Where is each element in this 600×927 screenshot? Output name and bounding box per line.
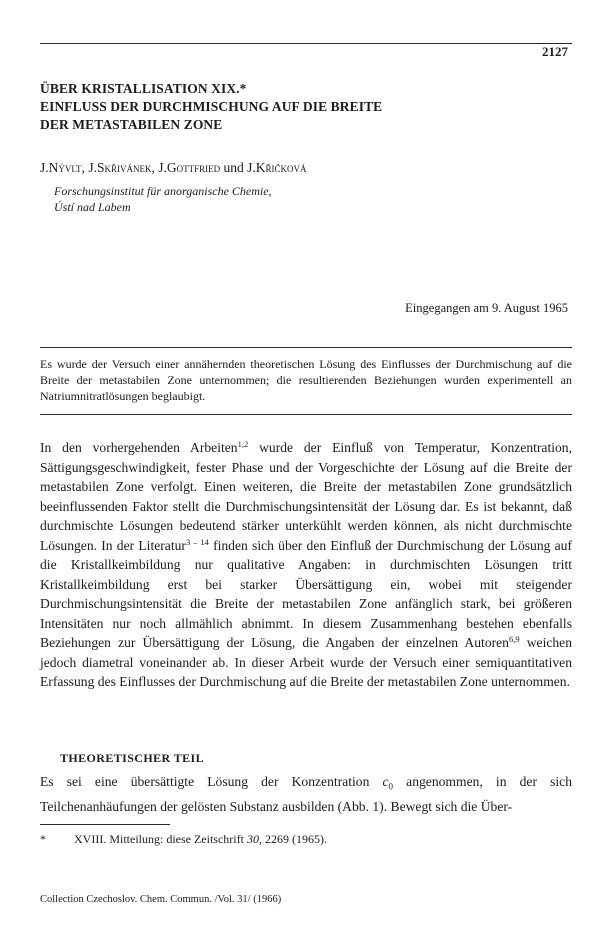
page-number: 2127 bbox=[542, 44, 568, 59]
author-list: J.Nývlt, J.Skřivánek, J.Gottfried und J.Křičková bbox=[40, 160, 307, 175]
received-date: Eingegangen am 9. August 1965 bbox=[405, 301, 568, 315]
section-heading: THEORETISCHER TEIL bbox=[60, 751, 205, 765]
title-line-1: ÜBER KRISTALLISATION XIX.* bbox=[40, 81, 247, 96]
journal-footer: Collection Czechoslov. Chem. Commun. /Vol. 31/ (1966) bbox=[40, 894, 282, 905]
title-line-2: EINFLUSS DER DURCHMISCHUNG AUF DIE BREITE bbox=[40, 99, 383, 114]
citation-1-2: 1,2 bbox=[237, 439, 249, 449]
title-line-3: DER METASTABILEN ZONE bbox=[40, 117, 223, 132]
author-krickova: Křičková bbox=[255, 160, 307, 175]
affiliation-city: Ústí nad Labem bbox=[54, 200, 131, 214]
author-nyvlt: Nývlt bbox=[48, 160, 82, 175]
abstract: Es wurde der Versuch einer annähernden theoretischen Lösung des Einflusses der Durchmischung auf die Breite der metastabilen Zone unternommen; die resultierenden Beziehungen wurden experimentell an Natriumnitratlösungen beglaubigt. bbox=[40, 357, 572, 403]
theory-text bbox=[40, 772, 572, 817]
author-skrivanek: Skřivánek bbox=[96, 160, 152, 175]
article-title bbox=[40, 80, 580, 134]
footnote-marker: * bbox=[40, 832, 46, 846]
footnote: * XVIII. Mitteilung: diese Zeitschrift 30, 2269 (1965). bbox=[40, 832, 327, 846]
footnote-rule bbox=[40, 824, 170, 825]
header-rule bbox=[40, 43, 572, 44]
abstract-bottom-rule bbox=[40, 414, 572, 415]
affiliation bbox=[54, 183, 272, 215]
citation-6-9: 6,9 bbox=[508, 634, 520, 644]
affiliation-institute: Forschungsinstitut für anorganische Chemie, bbox=[54, 184, 272, 198]
abstract-top-rule bbox=[40, 347, 572, 348]
concentration-symbol: c bbox=[382, 774, 389, 789]
introduction bbox=[40, 438, 572, 692]
author-gottfried: Gottfried bbox=[166, 160, 221, 175]
theory-paragraph: Es sei eine übersättigte Lösung der Konzentration $c_0$ angenommen, in der sich Teilchenanhäufungen der gelösten Substanz ausbilden (Abb. 1). Bewegt sich die Über- bbox=[40, 774, 572, 815]
citation-3-14: 3 – 14 bbox=[185, 536, 209, 547]
intro-paragraph: In den vorhergehenden Arbeiten$^{1,2}$ wurde der Einfluß von Temperatur, Konzentration, Sättigungsgeschwindigkeit, fester Phase und der Vorgeschichte der Lösung auf die Breite der metastabilen Zone verfolgt. Einen weiteren, die Breite der metastabilen Zone grundsätzlich beeinflussenden Faktor stellt die Durchmischungsintensität der Lösung dar. Es ist bekannt, daß durchmischte Lösungen bedeutend stärker unterkühlt werden können, als nicht durchmischte Lösungen. In der Literatur$^{3 - 14}$ finden sich über den Einfluß der Durchmischung der Lösung auf die Kristallkeimbildung nur qualitative Angaben: in durchmischten Lösungen tritt Kristallkeimbildung erst bei starker Übersättigung ein, wobei mit steigender Durchmischungsintensität die Breite der metastabilen Zone anfänglich stark, bei größeren Intensitäten nur noch allmählich abnimmt. In diesem Zusammenhang bestehen ebenfalls Beziehungen zur Übersättigung der Lösung, die Angaben der einzelnen Autoren$^{6,9}$ weichen jedoch diametral voneinander ab. In dieser Arbeit wurde der Versuch einer semiquantitativen Erfassung des Einflusses der Durchmischung auf die Breite der metastabilen Zone unternommen. bbox=[40, 439, 573, 689]
